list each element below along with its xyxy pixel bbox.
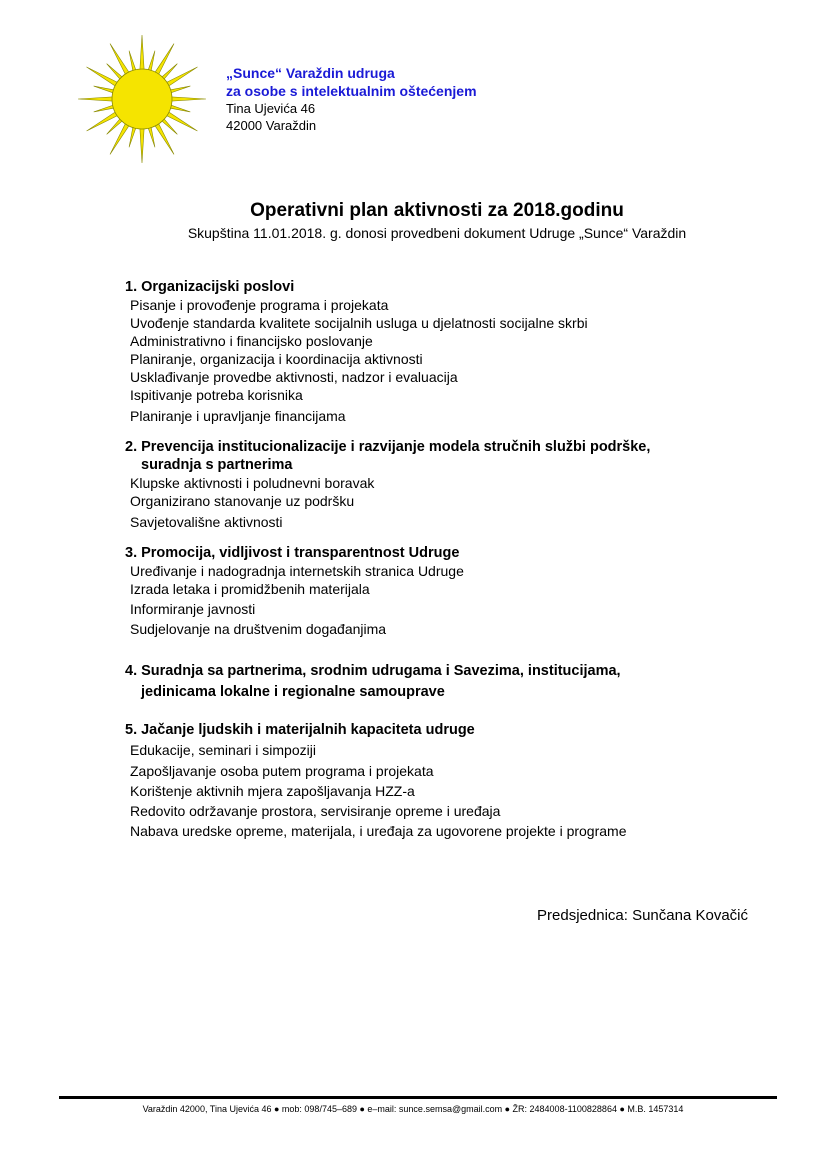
section-heading-continuation: suradnja s partnerima xyxy=(141,457,293,473)
list-item: Usklađivanje provedbe aktivnosti, nadzor i evaluacija xyxy=(130,369,458,385)
section-heading xyxy=(125,544,464,562)
list-item: Informiranje javnosti xyxy=(130,601,256,617)
list-item: Pisanje i provođenje programa i projekata xyxy=(130,297,389,313)
list-item: Administrativno i financijsko poslovanje xyxy=(130,333,373,349)
list-item: Savjetovališne aktivnosti xyxy=(130,514,283,530)
section-heading xyxy=(125,438,650,474)
list-item: Korištenje aktivnih mjera zapošljavanja HZZ-a xyxy=(130,783,415,799)
list-item: Zapošljavanje osoba putem programa i projekata xyxy=(130,763,434,779)
footer-contact: Varaždin 42000, Tina Ujevića 46 ● mob: 098/745–689 ● e–mail: sunce.semsa@gmail.com ● ŽR: 2484008-1100828864 ● M.B. 1457314 xyxy=(142,1104,684,1114)
list-item: Planiranje i upravljanje financijama xyxy=(130,408,346,424)
section-heading-text: 4. Suradnja sa partnerima, srodnim udrugama i Savezima, institucijama, xyxy=(125,663,621,679)
organization-city: 42000 Varaždin xyxy=(226,118,317,133)
sun-ray xyxy=(140,35,145,73)
list-item: Ispitivanje potreba korisnika xyxy=(130,387,303,403)
list-item: Nabava uredske opreme, materijala, i uređaja za ugovorene projekte i programe xyxy=(130,823,627,839)
list-item: Klupske aktivnosti i poludnevni boravak xyxy=(130,475,375,491)
organization-name-line1: „Sunce“ Varaždin udruga xyxy=(226,65,395,81)
list-item: Izrada letaka i promidžbenih materijala xyxy=(130,581,370,597)
section-heading-text: 2. Prevencija institucionalizacije i razvijanje modela stručnih službi podrške, xyxy=(125,439,651,455)
list-item: Planiranje, organizacija i koordinacija aktivnosti xyxy=(130,351,423,367)
section-heading-text: 5. Jačanje ljudskih i materijalnih kapaciteta udruge xyxy=(125,722,475,738)
organization-street: Tina Ujevića 46 xyxy=(226,101,316,116)
section-items xyxy=(125,562,464,638)
list-item: Edukacije, seminari i simpoziji xyxy=(130,742,316,758)
section-heading-text: 1. Organizacijski poslovi xyxy=(125,279,295,295)
list-item: Sudjelovanje na društvenim događanjima xyxy=(130,621,387,637)
section-5 xyxy=(125,721,627,840)
sun-logo-icon xyxy=(76,33,208,165)
section-heading xyxy=(125,278,588,296)
section-heading xyxy=(125,661,621,703)
footer-divider xyxy=(59,1096,777,1099)
section-1 xyxy=(125,278,588,425)
list-item: Uređivanje i nadogradnja internetskih stranica Udruge xyxy=(130,563,464,579)
organization-header xyxy=(226,64,477,134)
section-heading-continuation: jedinicama lokalne i regionalne samouprave xyxy=(141,684,445,700)
section-heading-text: 3. Promocija, vidljivost i transparentnost Udruge xyxy=(125,545,460,561)
sun-ray xyxy=(78,97,116,102)
section-4 xyxy=(125,661,621,703)
list-item: Organizirano stanovanje uz podršku xyxy=(130,493,355,509)
list-item: Redovito održavanje prostora, servisiranje opreme i uređaja xyxy=(130,803,501,819)
sun-ray xyxy=(168,97,206,102)
document-title: Operativni plan aktivnosti za 2018.godinu xyxy=(250,200,624,221)
section-items xyxy=(125,296,588,425)
document-subtitle: Skupština 11.01.2018. g. donosi provedbeni dokument Udruge „Sunce“ Varaždin xyxy=(187,225,687,241)
list-item: Uvođenje standarda kvalitete socijalnih usluga u djelatnosti socijalne skrbi xyxy=(130,315,588,331)
sun-ray xyxy=(140,125,145,163)
section-3 xyxy=(125,544,464,638)
organization-name-line2: za osobe s intelektualnim oštećenjem xyxy=(226,83,477,99)
section-items xyxy=(125,741,627,840)
section-items xyxy=(125,474,650,531)
signature: Predsjednica: Sunčana Kovačić xyxy=(537,907,748,924)
section-2 xyxy=(125,438,650,531)
section-heading xyxy=(125,721,627,739)
